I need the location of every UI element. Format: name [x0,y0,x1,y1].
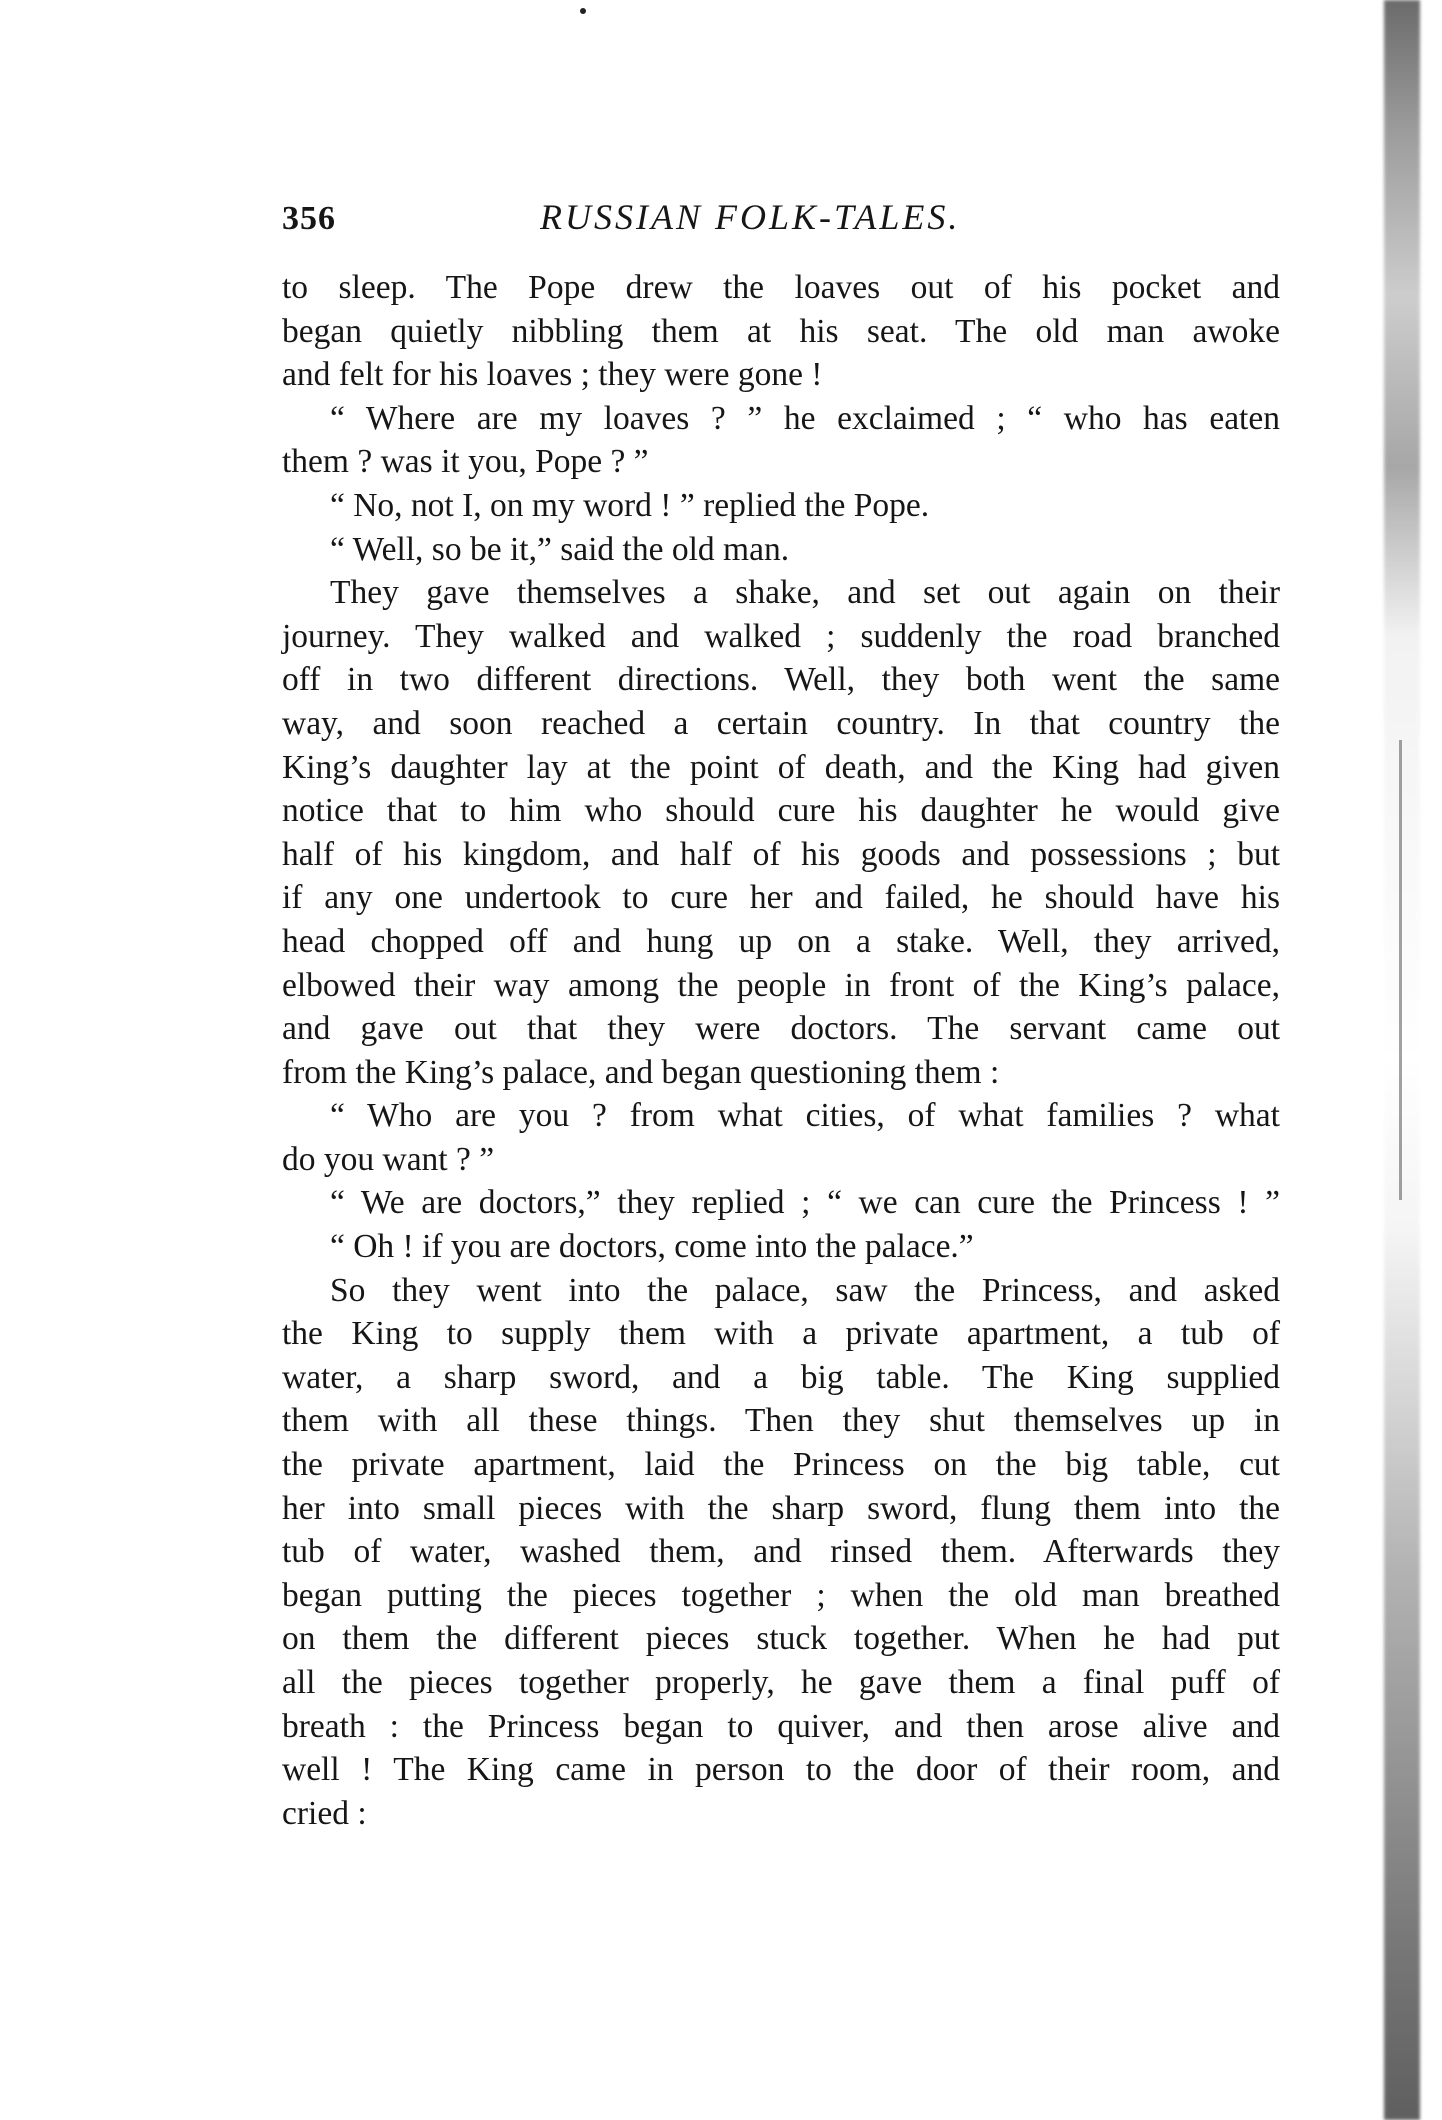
text-line: the King to supply them with a private apartment, a tub of [282,1315,1280,1353]
running-head [280,196,1280,246]
text-line: began putting the pieces together ; when the old man breathed [282,1576,1280,1614]
text-line: well ! The King came in person to the door of their room, and [282,1751,1280,1789]
text-line: So they went into the palace, saw the Princess, and asked [330,1271,1280,1309]
text-line: tub of water, washed them, and rinsed them. Afterwards they [282,1533,1280,1571]
ink-speck [580,8,586,14]
text-line: all the pieces together properly, he gave them a final puff of [282,1664,1280,1701]
text-line: journey. They walked and walked ; suddenly the road branched [282,617,1280,655]
text-line: them with all these things. Then they shut themselves up in [282,1402,1280,1440]
text-line: her into small pieces with the sharp sword, flung them into the [282,1489,1280,1527]
text-line: They gave themselves a shake, and set out again on their [330,574,1280,612]
text-line: off in two different directions. Well, they both went the same [282,661,1280,699]
page-edge-shadow [1352,0,1442,2120]
text-line: and felt for his loaves ; they were gone ! [282,356,823,394]
text-line: “ Where are my loaves ? ” he exclaimed ; “ who has eaten [330,399,1280,437]
text-line: to sleep. The Pope drew the loaves out of his pocket and [282,269,1280,306]
text-line: them ? was it you, Pope ? ” [282,443,649,481]
body-text [282,266,1280,1835]
text-line: King’s daughter lay at the point of death, and the King had given [282,748,1280,786]
text-line: “ Oh ! if you are doctors, come into the palace.” [330,1228,974,1266]
text-line: half of his kingdom, and half of his goods and possessions ; but [282,835,1280,873]
text-line: water, a sharp sword, and a big table. The King supplied [282,1358,1280,1396]
text-line: “ No, not I, on my word ! ” replied the Pope. [330,486,930,524]
text-line: breath : the Princess began to quiver, and then arose alive and [282,1707,1280,1745]
text-line: “ We are doctors,” they replied ; “ we can cure the Princess ! ” [330,1184,1280,1222]
running-title: RUSSIAN FOLK-TALES. [540,197,961,237]
text-line: “ Who are you ? from what cities, of what families ? what [330,1097,1280,1135]
text-line: and gave out that they were doctors. The servant came out [282,1010,1280,1048]
text-line: elbowed their way among the people in front of the King’s palace, [282,966,1280,1004]
text-line: head chopped off and hung up on a stake. Well, they arrived, [282,922,1280,960]
text-line: way, and soon reached a certain country. In that country the [282,704,1280,742]
text-line: “ Well, so be it,” said the old man. [330,530,790,568]
text-line: do you want ? ” [282,1140,495,1178]
text-line: notice that to him who should cure his daughter he would give [282,792,1280,830]
text-line: if any one undertook to cure her and failed, he should have his [282,879,1280,917]
page-number: 356 [282,200,336,237]
page-edge-line [1399,740,1402,1200]
text-line: cried : [282,1794,367,1832]
text-line: the private apartment, laid the Princess on the big table, cut [282,1446,1280,1484]
text-line: began quietly nibbling them at his seat. The old man awoke [282,312,1280,350]
binding-shadow [1384,0,1420,2120]
text-line: on them the different pieces stuck together. When he had put [282,1620,1280,1658]
text-line: from the King’s palace, and began questioning them : [282,1053,1000,1091]
